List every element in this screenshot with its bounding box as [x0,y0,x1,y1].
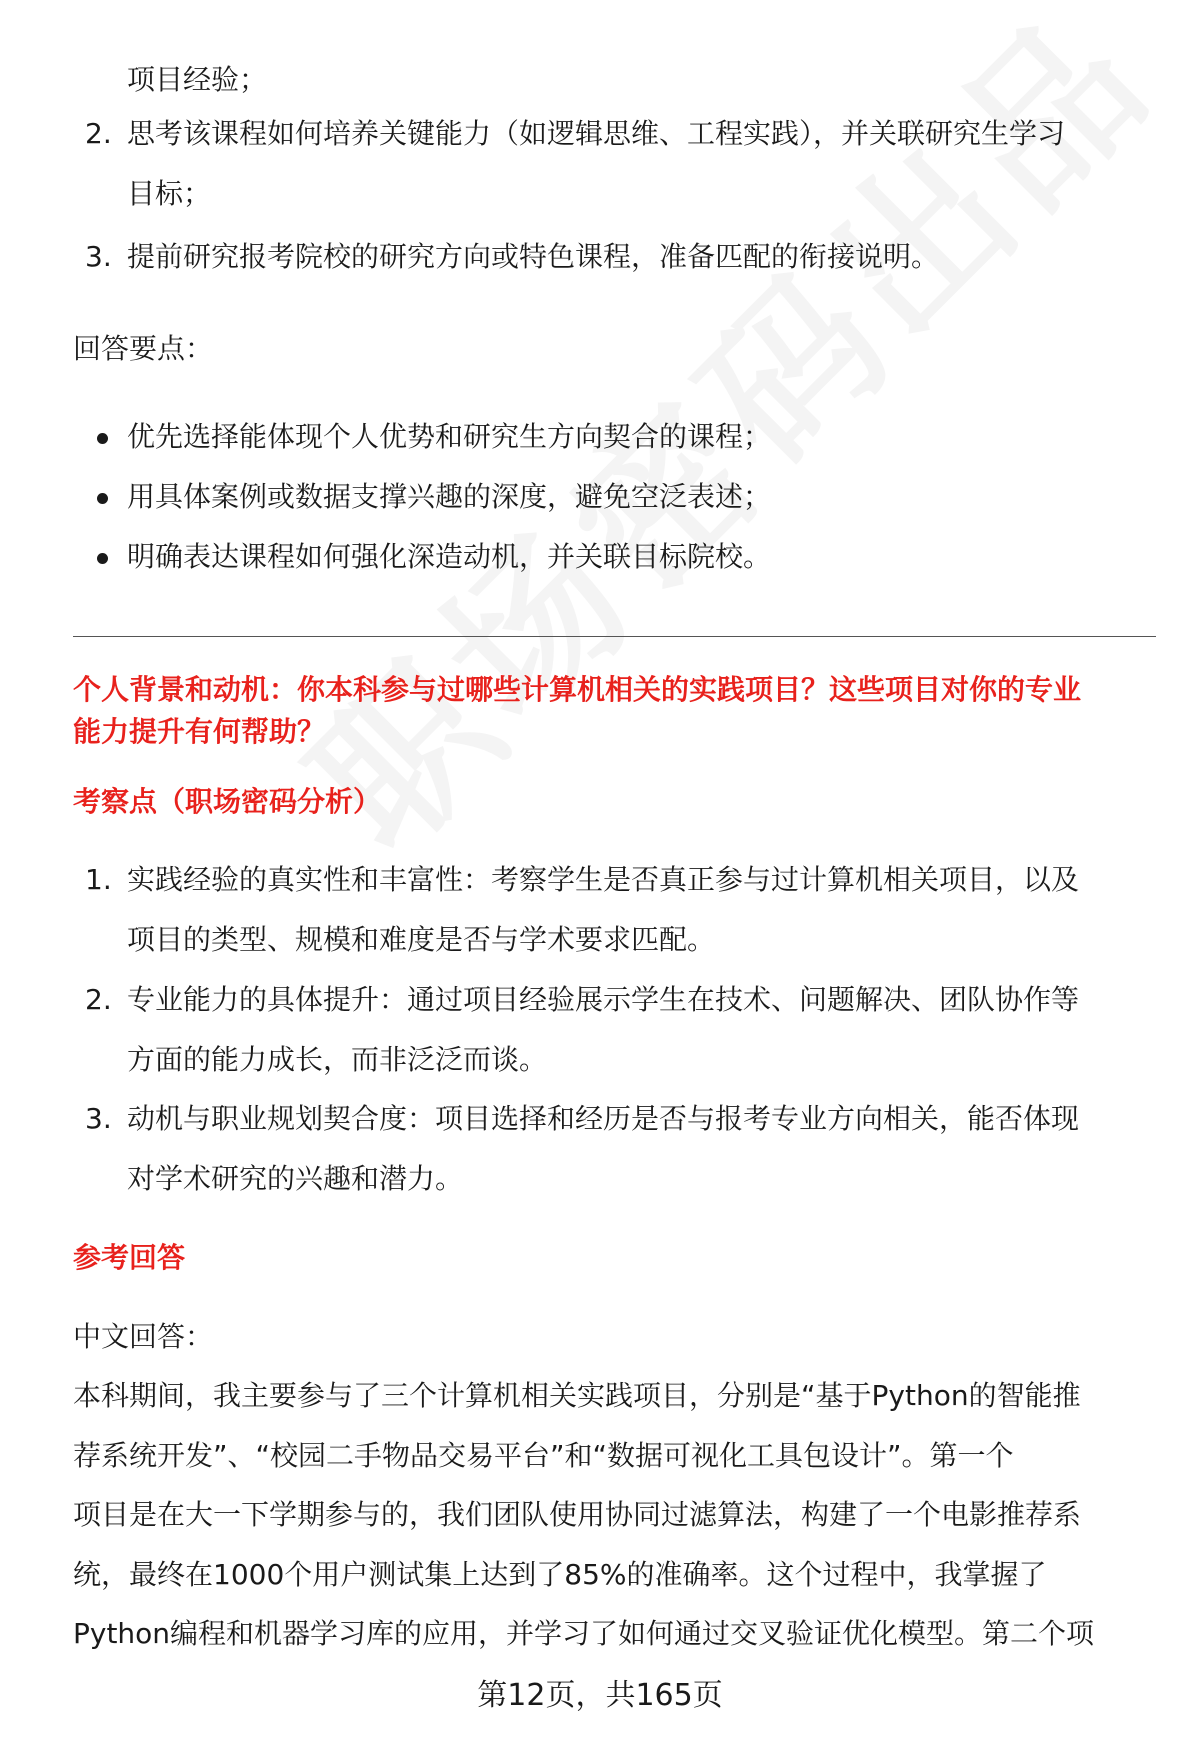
answer-points-heading: 回答要点： [73,332,214,365]
exam-points-heading: 考察点（职场密码分析） [73,785,382,818]
list-number: 1. [85,863,112,896]
paragraph-line: 荐系统开发”、“校园二手物品交易平台”和“数据可视化工具包设计”。第一个 [73,1439,1014,1472]
paragraph-line: 项目是在大一下学期参与的，我们团队使用协同过滤算法，构建了一个电影推荐系 [73,1498,1082,1531]
list-item-text: 思考该课程如何培养关键能力（如逻辑思维、工程实践），并关联研究生学习 [127,117,1066,150]
bullet-dot [97,493,108,504]
paragraph-line: Python编程和机器学习库的应用，并学习了如何通过交叉验证优化模型。第二个项 [73,1617,1095,1650]
list-item-text: 实践经验的真实性和丰富性：考察学生是否真正参与过计算机相关项目，以及 [127,863,1080,896]
list-item-text: 方面的能力成长，而非泛泛而谈。 [127,1043,548,1076]
list-item-text: 目标； [127,177,212,210]
list-item-text: 专业能力的具体提升：通过项目经验展示学生在技术、问题解决、团队协作等 [127,983,1080,1016]
list-number: 3. [85,240,112,273]
bullet-item: 明确表达课程如何强化深造动机，并关联目标院校。 [127,540,772,573]
list-number: 3. [85,1102,112,1135]
list-item-text: 对学术研究的兴趣和潜力。 [127,1162,464,1195]
page-number: 第12页，共165页 [477,1678,723,1713]
paragraph-line: 本科期间，我主要参与了三个计算机相关实践项目，分别是“基于Python的智能推 [73,1379,1081,1412]
question-title: 个人背景和动机：你本科参与过哪些计算机相关的实践项目？这些项目对你的专业 [73,673,1082,706]
list-item-text: 项目的类型、规模和难度是否与学术要求匹配。 [127,923,716,956]
bullet-item: 用具体案例或数据支撑兴趣的深度，避免空泛表述； [127,480,772,513]
list-number: 2. [85,983,112,1016]
bullet-dot [97,433,108,444]
list-item-1-tail: 项目经验； [127,63,268,96]
section-divider [73,636,1156,637]
list-item-text: 动机与职业规划契合度：项目选择和经历是否与报考专业方向相关，能否体现 [127,1102,1080,1135]
list-number: 2. [85,117,112,150]
reference-heading: 参考回答 [73,1241,186,1274]
reference-label: 中文回答： [73,1320,214,1353]
question-title: 能力提升有何帮助？ [73,715,326,748]
bullet-item: 优先选择能体现个人优势和研究生方向契合的课程； [127,420,772,453]
list-item-text: 提前研究报考院校的研究方向或特色课程，准备匹配的衔接说明。 [127,240,940,273]
paragraph-line: 统，最终在1000个用户测试集上达到了85%的准确率。这个过程中，我掌握了 [73,1558,1047,1591]
bullet-dot [97,553,108,564]
